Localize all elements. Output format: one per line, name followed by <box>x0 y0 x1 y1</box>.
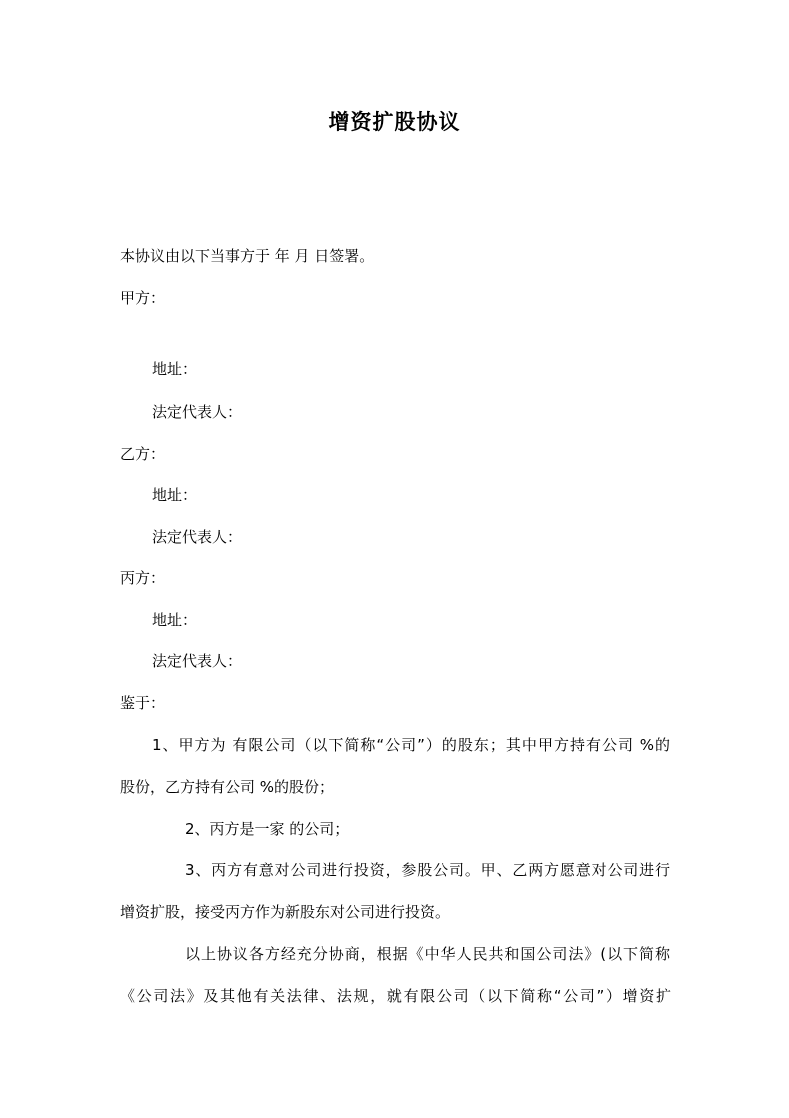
party-c-representative-label: 法定代表人： <box>152 652 243 670</box>
party-b-label: 乙方： <box>120 445 166 463</box>
party-a-address-label: 地址： <box>152 360 198 378</box>
clause-2: 2、丙方是一家 的公司； <box>185 820 350 838</box>
clause-3-line-1: 3、丙方有意对公司进行投资，参股公司。甲、乙两方愿意对公司进行 <box>185 861 670 879</box>
party-c-label: 丙方： <box>120 569 166 587</box>
clause-1-line-2: 股份，乙方持有公司 %的股份； <box>120 778 335 796</box>
party-a-representative-label: 法定代表人： <box>152 403 243 421</box>
closing-line-1: 以上协议各方经充分协商，根据《中华人民共和国公司法》(以下简称 <box>185 945 670 963</box>
closing-line-2: 《公司法》及其他有关法律、法规，就有限公司（以下简称“公司”）增资扩 <box>120 987 671 1005</box>
clause-1-line-1: 1、甲方为 有限公司（以下简称“公司”）的股东；其中甲方持有公司 %的 <box>152 736 670 754</box>
document-title: 增资扩股协议 <box>328 109 461 134</box>
party-c-address-label: 地址： <box>152 611 198 629</box>
party-b-address-label: 地址： <box>152 486 198 504</box>
intro-line: 本协议由以下当事方于 年 月 日签署。 <box>120 247 375 265</box>
clause-3-line-2: 增资扩股，接受丙方作为新股东对公司进行投资。 <box>120 903 451 921</box>
party-b-representative-label: 法定代表人： <box>152 528 243 546</box>
party-a-label: 甲方： <box>120 289 166 307</box>
whereas-label: 鉴于： <box>120 694 166 712</box>
